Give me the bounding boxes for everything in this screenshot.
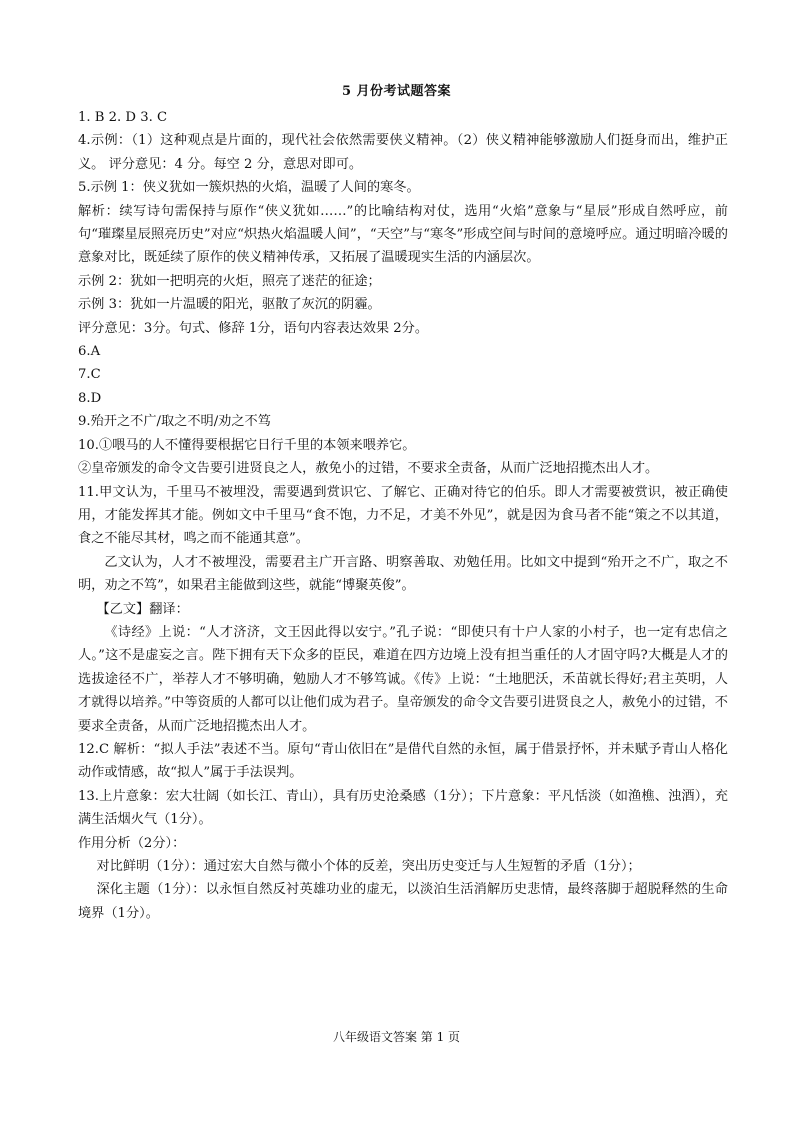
answer-13-contrast: 对比鲜明（1分）：通过宏大自然与微小个体的反差，突出历史变迁与人生短暂的矛盾（1分）； — [96, 859, 641, 874]
translation-text: 《诗经》上说：“人才济济，文王因此得以安宁。”孔子说：“即使只有十户人家的小村子，也一定有忠信之人。”这不是虚妄之言。陛下拥有天下众多的臣民，难道在四方边境上没有担当重任的人才固守吗?大概是人才的选拔途径不广，举荐人才不够明确，勉励人才不够笃诚。《传》上说：“土地肥沃，禾苗就长得好;君主英明，人才就得以培养。”中等资质的人都可以让他们成为君子。皇帝颁发的命令文告要引进贤良之人，赦免小的过错，不要求全责备，从而广泛地招揽杰出人才。 — [78, 624, 728, 734]
answer-11-jia: 11.甲文认为，千里马不被埋没，需要遇到赏识它、了解它、正确对待它的伯乐。即人才需要被赏识，被正确使用，才能发挥其才能。例如文中千里马“食不饱，力不足，才美不外见”，就是因为食马者不能“策之不以其道，食之不能尽其材，鸣之而不能通其意”。 — [78, 484, 728, 547]
answer-4: 4.示例：（1）这种观点是片面的，现代社会依然需要侠义精神。（2）侠义精神能够激励人们挺身而出，维护正义。 评分意见：4 分。每空 2 分，意思对即可。 — [78, 133, 728, 172]
answer-content — [78, 106, 728, 925]
answer-13-theme: 深化主题（1分）：以永恒自然反衬英雄功业的虚无，以淡泊生活消解历史悲情，最终落脚于超脱释然的生命境界（1分）。 — [78, 882, 728, 921]
answer-5-example-2: 示例 2：犹如一把明亮的火炬，照亮了迷茫的征途； — [78, 273, 381, 289]
answer-5-example-1: 5.示例 1：侠义犹如一簇炽热的火焰，温暖了人间的寒冬。 — [78, 180, 420, 196]
document-title: 5 月份考试题答案 — [341, 84, 452, 99]
page-footer: 八年级语文答案 第 1 页 — [332, 1030, 461, 1044]
answer-13: 13.上片意象：宏大壮阔（如长江、青山），具有历史沧桑感（1分）；下片意象：平凡恬淡（如渔樵、浊酒），充满生活烟火气（1分）。 — [78, 788, 728, 828]
answer-5-scoring: 评分意见：3分。句式、修辞 1分，语句内容表达效果 2分。 — [78, 320, 429, 336]
answer-10-2: ②皇帝颁发的命令文告要引进贤良之人，赦免小的过错，不要求全责备，从而广泛地招揽杰出人才。 — [78, 461, 659, 477]
answer-10-1: 10.①喂马的人不懂得要根据它日行千里的本领来喂养它。 — [78, 437, 416, 453]
answer-9: 9.殆开之不广/取之不明/劝之不笃 — [78, 414, 271, 430]
answer-5-analysis: 解析：续写诗句需保持与原作“侠义犹如……”的比喻结构对仗，选用“火焰”意象与“星辰”形成自然呼应，前句“璀璨星辰照亮历史”对应“炽热火焰温暖人间”，“天空”与“寒冬”形成空间与时间的意境呼应。通过明暗冷暖的意象对比，既延续了原作的侠义精神传承，又拓展了温暖现实生活的内涵层次。 — [78, 203, 728, 266]
translation-heading: 【乙文】翻译： — [96, 601, 189, 617]
answer-11-yi: 乙文认为，人才不被埋没，需要君主广开言路、明察善取、劝勉任用。比如文中提到“殆开之不广，取之不明，劝之不笃”，如果君主能做到这些，就能“博聚英俊”。 — [78, 554, 728, 594]
answer-6: 6.A — [78, 344, 101, 360]
answer-13-analysis-heading: 作用分析（2分）： — [78, 835, 186, 851]
answer-8: 8.D — [78, 390, 102, 406]
answer-5-example-3: 示例 3：犹如一片温暖的阳光，驱散了灰沉的阴霾。 — [78, 297, 381, 313]
answer-12: 12.C 解析：“拟人手法”表述不当。原句“青山依旧在”是借代自然的永恒，属于借景抒怀，并未赋予青山人格化动作或情感，故“拟人”属于手法误判。 — [78, 741, 728, 781]
answer-1-3: 1. B 2. D 3. C — [78, 110, 168, 125]
answer-7: 7.C — [78, 367, 101, 383]
